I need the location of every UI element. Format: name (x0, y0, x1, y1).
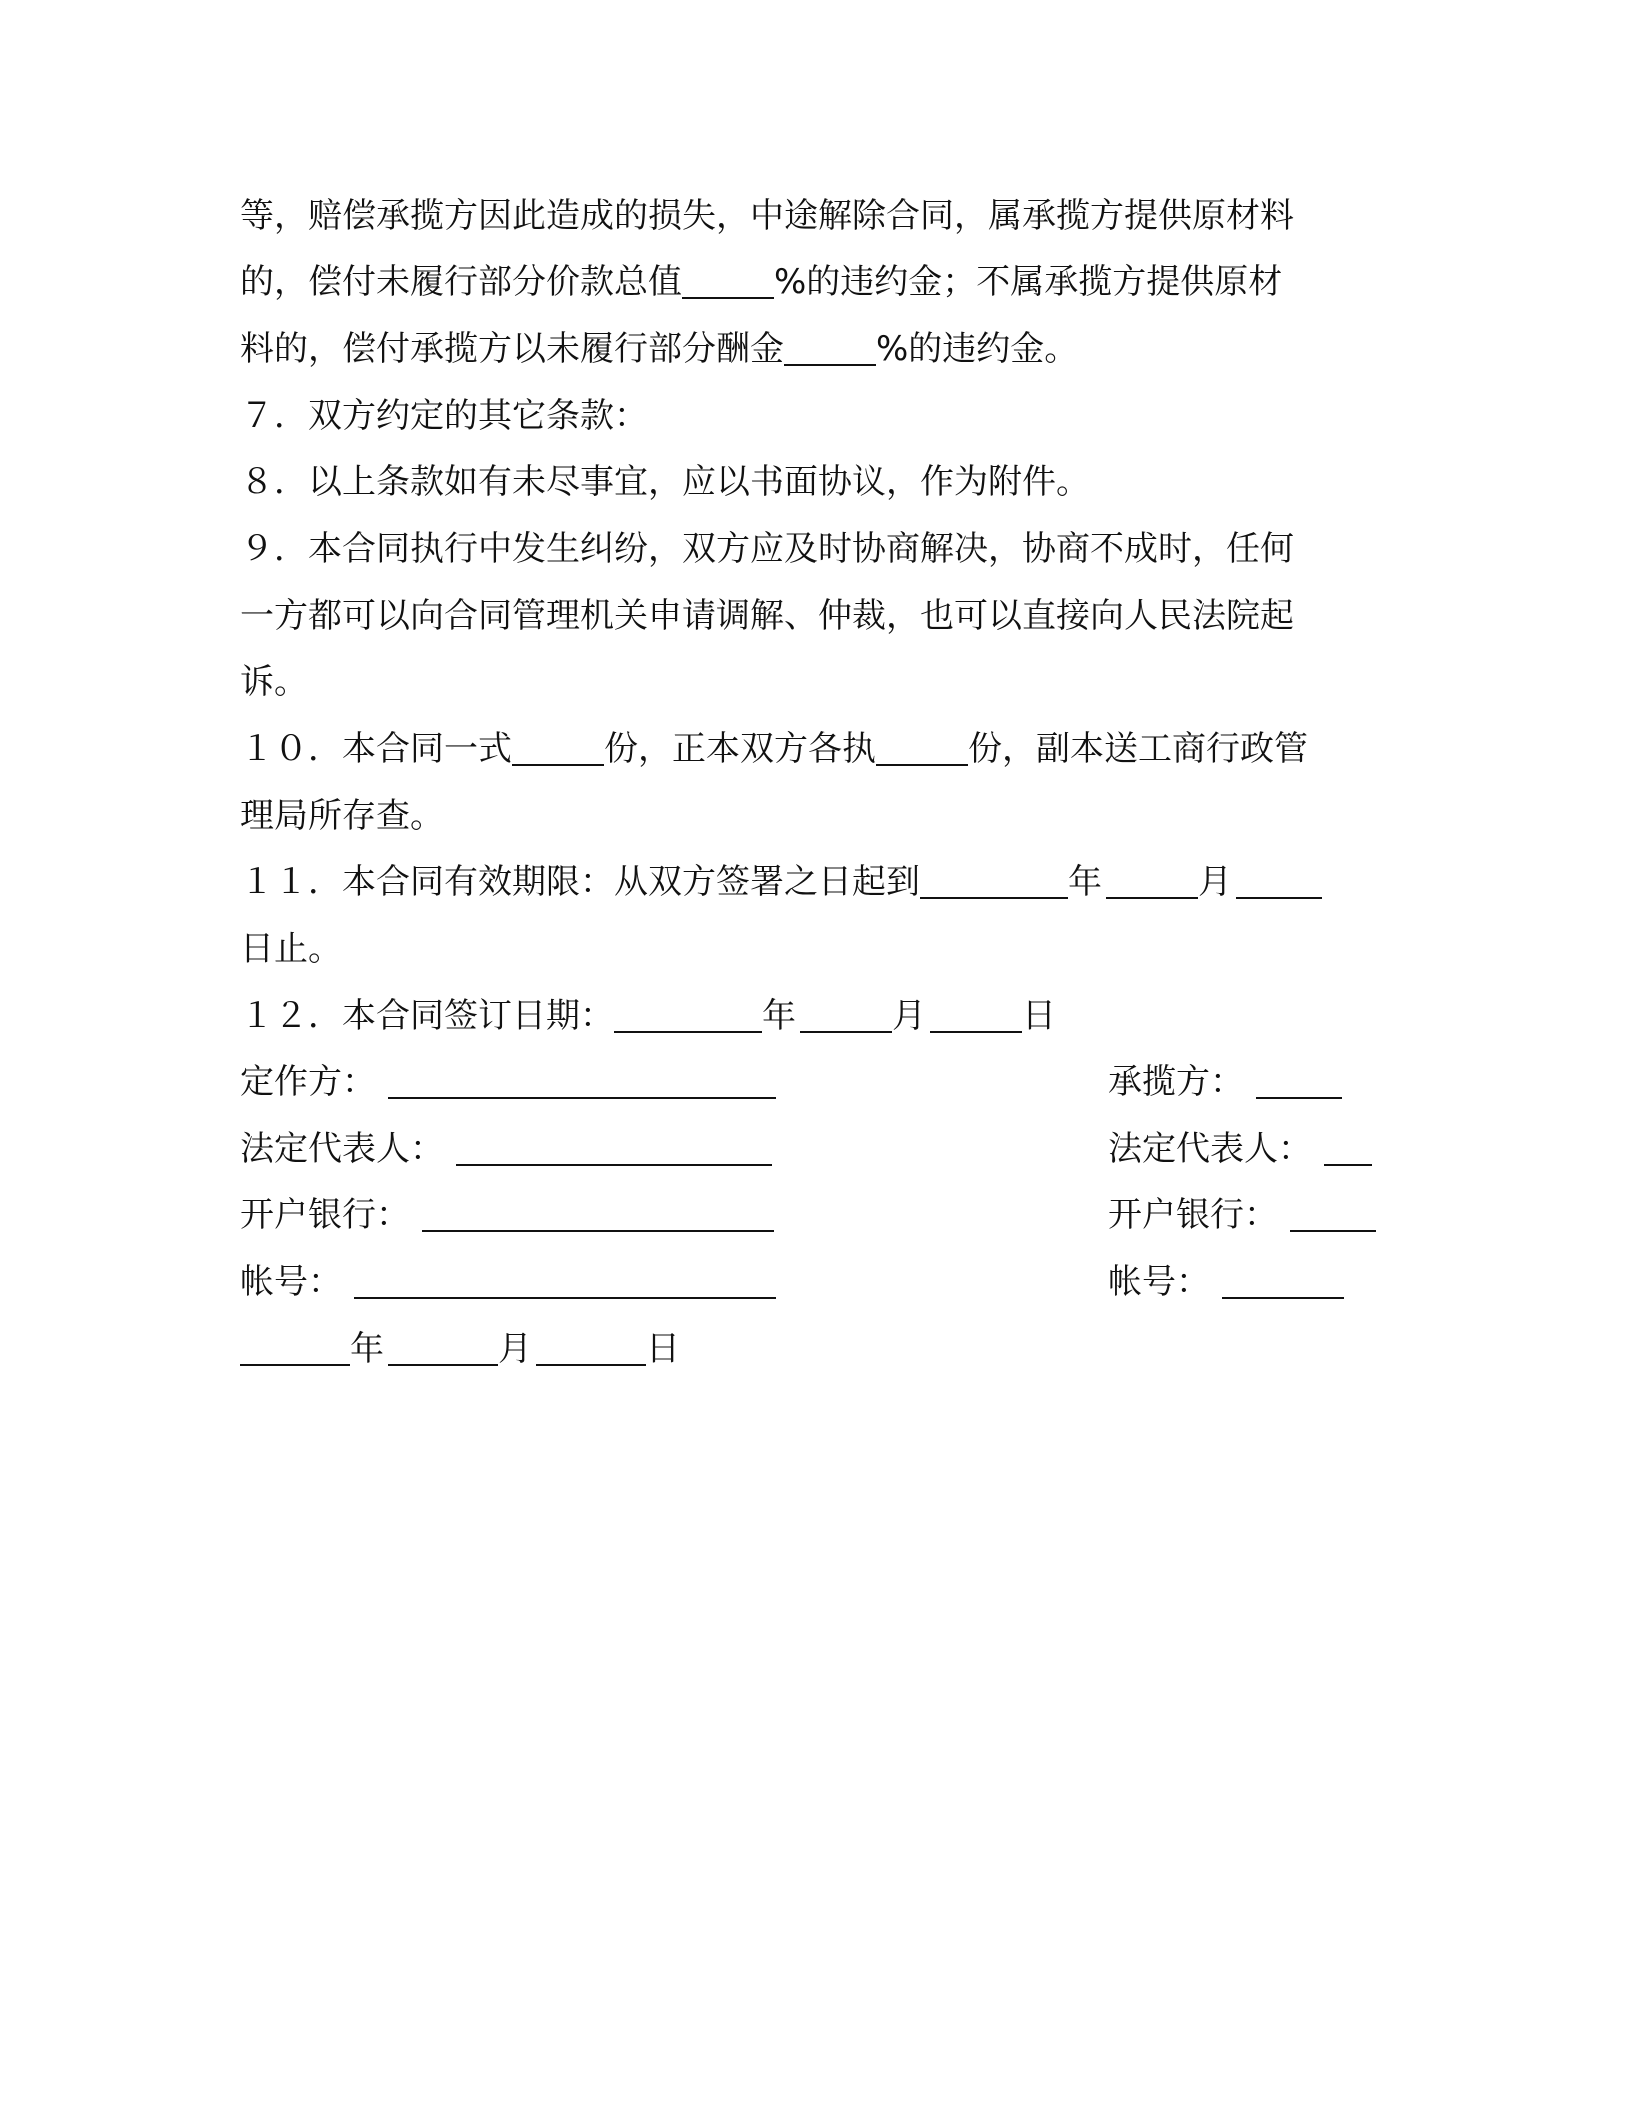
text: １２．本合同签订日期： (240, 996, 614, 1036)
blank-field (920, 861, 1068, 899)
blank-field (1236, 861, 1322, 899)
blank-field (354, 1261, 776, 1299)
clause-9 (240, 660, 308, 704)
text: 诉。 (240, 662, 308, 702)
label: 开户银行： (240, 1195, 410, 1235)
text: 份，副本送工商行政管 (968, 729, 1308, 769)
blank-field (512, 728, 604, 766)
text: %的违约金。 (876, 329, 1079, 369)
blank-field (784, 328, 876, 366)
clause-8 (240, 460, 1090, 504)
clause-9 (240, 594, 1294, 638)
text: ７．双方约定的其它条款： (240, 396, 648, 436)
blank-field (422, 1194, 774, 1232)
text: 等，赔偿承揽方因此造成的损失，中途解除合同，属承揽方提供原材料 (240, 196, 1294, 236)
blank-field (388, 1061, 776, 1099)
clause-10 (240, 727, 1308, 771)
text: １１．本合同有效期限：从双方签署之日起到 (240, 862, 920, 902)
blank-field (930, 995, 1022, 1033)
text: 年 (350, 1329, 384, 1369)
label: 法定代表人： (1108, 1129, 1312, 1169)
blank-field (1256, 1061, 1342, 1099)
blank-field (800, 995, 892, 1033)
blank-field (536, 1328, 646, 1366)
blank-field (1290, 1194, 1376, 1232)
text: 理局所存查。 (240, 796, 444, 836)
clause-12 (240, 994, 1056, 1038)
text: 日止。 (240, 929, 342, 969)
paragraph-line (240, 260, 1282, 304)
text: ８．以上条款如有未尽事宜，应以书面协议，作为附件。 (240, 462, 1090, 502)
signature-party-right (1108, 1060, 1342, 1104)
blank-field (1222, 1261, 1344, 1299)
clause-7 (240, 394, 648, 438)
signature-bank-right (1108, 1193, 1376, 1237)
paragraph-line (240, 194, 1294, 238)
label: 法定代表人： (240, 1129, 444, 1169)
blank-field (876, 728, 968, 766)
paragraph-line (240, 327, 1078, 371)
blank-field (682, 261, 774, 299)
label: 开户银行： (1108, 1195, 1278, 1235)
signature-account-right (1108, 1260, 1344, 1304)
label: 承揽方： (1108, 1062, 1244, 1102)
text: 月 (1198, 862, 1232, 902)
text: 月 (892, 996, 926, 1036)
clause-11 (240, 860, 1322, 904)
text: %的违约金；不属承揽方提供原材 (774, 262, 1283, 302)
text: 份，正本双方各执 (604, 729, 876, 769)
text: 日 (646, 1329, 680, 1369)
text: 年 (762, 996, 796, 1036)
blank-field (240, 1328, 350, 1366)
text: 日 (1022, 996, 1056, 1036)
blank-field (614, 995, 762, 1033)
text: 的，偿付未履行部分价款总值 (240, 262, 682, 302)
signature-date (240, 1327, 680, 1371)
label: 定作方： (240, 1062, 376, 1102)
signature-party-left (240, 1060, 776, 1104)
label: 帐号： (1108, 1262, 1210, 1302)
text: １０．本合同一式 (240, 729, 512, 769)
clause-10 (240, 794, 444, 838)
text: 年 (1068, 862, 1102, 902)
blank-field (456, 1128, 772, 1166)
label: 帐号： (240, 1262, 342, 1302)
blank-field (388, 1328, 498, 1366)
text: 料的，偿付承揽方以未履行部分酬金 (240, 329, 784, 369)
signature-account-left (240, 1260, 776, 1304)
signature-rep-left (240, 1127, 772, 1171)
clause-9 (240, 527, 1294, 571)
signature-rep-right (1108, 1127, 1372, 1171)
text: 一方都可以向合同管理机关申请调解、仲裁，也可以直接向人民法院起 (240, 596, 1294, 636)
text: 月 (498, 1329, 532, 1369)
blank-field (1106, 861, 1198, 899)
clause-11 (240, 927, 342, 971)
blank-field (1324, 1128, 1372, 1166)
text: ９．本合同执行中发生纠纷，双方应及时协商解决，协商不成时，任何 (240, 529, 1294, 569)
signature-bank-left (240, 1193, 774, 1237)
